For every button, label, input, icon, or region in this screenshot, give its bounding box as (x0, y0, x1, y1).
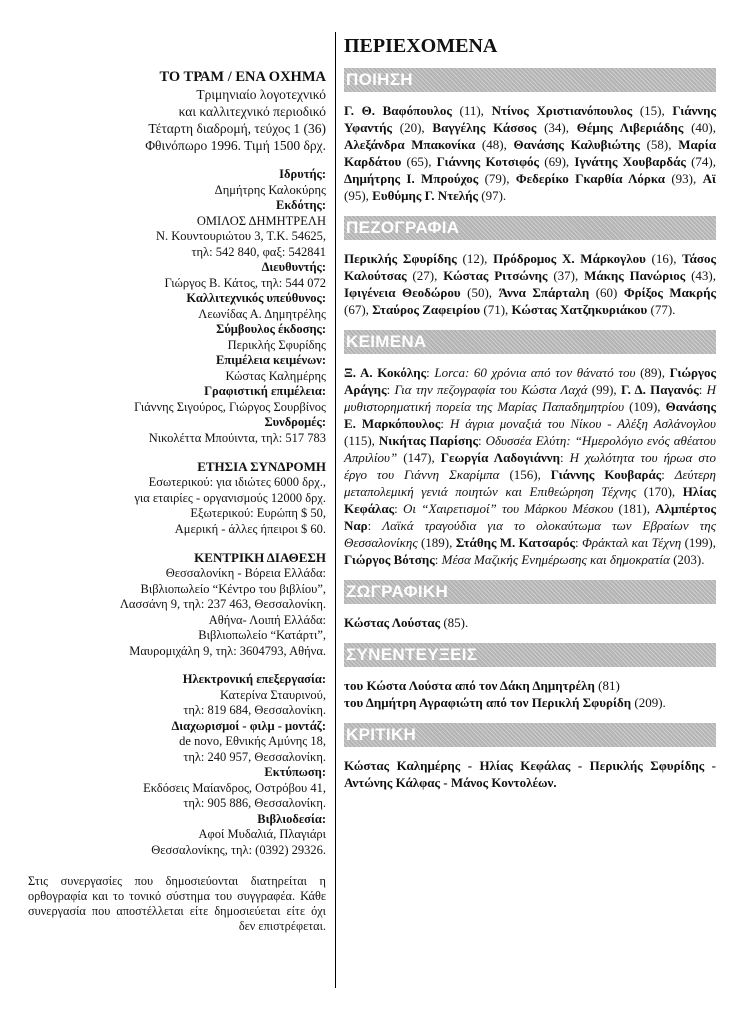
entry-author: Κώστας Χατζηκυριάκου (511, 302, 648, 317)
entry-author: Γεωργία Λαδογιάννη (440, 450, 560, 465)
entry-author: Γ. Δ. Παγανός (620, 382, 699, 397)
masthead-column (28, 68, 326, 934)
entry-author: Σταύρος Ζαφειρίου (372, 302, 481, 317)
entry-author: Ιφιγένεια Θεοδώρου (344, 285, 461, 300)
entry-pages: (27), (406, 268, 444, 283)
credit-role: Εκδότης: (276, 198, 326, 212)
credit-line: Γιώργος Β. Κάτος, τηλ: 544 072 (164, 275, 326, 290)
section-band-essays: ΚΕΙΜΕΝΑ (344, 330, 716, 354)
toc-entry (493, 251, 682, 266)
entry-author: Φεδερίκο Γκαρθία Λόρκα (515, 171, 665, 186)
entry-work: Lorca: 60 χρόνια από τον θάνατό του (434, 365, 636, 380)
entry-author: Θανάσης Καλυβιώτης (513, 137, 640, 152)
entry-pages: (71), (480, 302, 512, 317)
entry-author: Νικήτας Παρίσης (378, 433, 478, 448)
entry-author: Κώστας Λούστας (344, 615, 441, 630)
subscription-block (28, 459, 326, 537)
entry-work: Για την πεζογραφία του Κώστα Λαχά (394, 382, 588, 397)
contents-column (344, 34, 716, 803)
entry-pages: (16), (645, 251, 683, 266)
entry-work: Δεύτερη μεταπολεμική γενιά ποιητών και Επιθεώρηση Τέχνης (344, 467, 716, 499)
entry-pages: (60) (589, 285, 624, 300)
entry-work: Οδυσσέα Ελύτη: “Ημερολόγιο ενός αθέατου Απριλίου” (344, 433, 716, 465)
credit-line: Περικλής Σφυρίδης (227, 337, 326, 352)
entry-author: Δημήτρης Ι. Μπρούχος (344, 171, 479, 186)
entry-pages: (77). (647, 302, 676, 317)
credit-role: Διευθυντής: (261, 260, 326, 274)
entry-pages: (79), (478, 171, 516, 186)
toc-entry (577, 120, 716, 135)
painting-entries (344, 614, 716, 631)
section-band-painting: ΖΩΓΡΑΦΙΚΗ (344, 580, 716, 604)
toc-entry (456, 535, 716, 550)
entry-author: Αλμπέρτος Ναρ (344, 501, 716, 533)
entry-pages: (69), (539, 154, 575, 169)
interviews-entries (344, 677, 716, 711)
distribution-line: Λασσάνη 9, τηλ: 237 463, Θεσσαλονίκη. (119, 597, 326, 611)
credits-list (28, 167, 326, 446)
entry-sep: : (477, 433, 486, 448)
distribution-line: Βιβλιοπωλείο “Κέντρο του βιβλίου”, (140, 581, 326, 596)
entry-pages: (170), (636, 484, 683, 499)
production-block (28, 672, 326, 858)
subscription-line: Εξωτερικού: Ευρώπη $ 50, (190, 506, 326, 520)
subscription-line: Αμερική - άλλες ήπειροι $ 60. (174, 521, 326, 536)
distribution-line: Βιβλιοπωλείο “Κατάρτι”, (198, 628, 326, 642)
entry-pages: (109), (624, 399, 666, 414)
subscription-line: Εσωτερικού: για ιδιώτες 6000 δρχ., (148, 475, 326, 489)
entry-author: Ξ. Α. Κοκόλης (344, 365, 427, 380)
entry-sep: : (661, 467, 675, 482)
entry-author: Κώστας Ριτσώνης (443, 268, 548, 283)
entry-author: Ιγνάτης Χουβαρδάς (574, 154, 686, 169)
entry-pages: (20), (392, 120, 433, 135)
section-band-poetry: ΠΟΙΗΣΗ (344, 68, 716, 92)
subscription-heading: ΕΤΗΣΙΑ ΣΥΝΔΡΟΜΗ (197, 459, 326, 474)
entry-author: Γιάννης Κουβαράς (550, 467, 662, 482)
credit-role: Συνδρομές: (264, 415, 326, 429)
entry-author: Θανάσης Ε. Μαρκόπουλος (344, 399, 716, 431)
entry-author: Τάσος Καλούτσας (344, 251, 716, 283)
credit-line: τηλ: 542 840, φαξ: 542841 (191, 244, 326, 259)
entry-work: Η μυθιστορηματική πορεία της Μαρίας Παπαδημητρίου (344, 382, 716, 414)
interview-text: του Δημήτρη Αγραφιώτη από τον Περικλή Σφυρίδη (344, 695, 632, 710)
contents-title: ΠΕΡΙΕΧΟΜΕΝΑ (344, 35, 498, 57)
criticism-entries (344, 757, 716, 791)
distribution-block (28, 550, 326, 659)
entry-pages: (99), (587, 382, 621, 397)
entry-pages: (74), (685, 154, 716, 169)
toc-entry (344, 171, 516, 186)
entry-pages: (97). (478, 188, 507, 203)
credit-line: Γιάννης Σιγούρος, Γιώργος Σουρβίνος (134, 399, 326, 414)
section-band-criticism: ΚΡΙΤΙΚΗ (344, 723, 716, 747)
production-line: τηλ: 240 957, Θεσσαλονίκη. (183, 749, 326, 764)
entry-author: Μαρία Καρδάτου (344, 137, 716, 169)
toc-entry (372, 188, 506, 203)
masthead-line: και καλλιτεχνικό περιοδικό (178, 104, 326, 119)
entry-pages: (156), (499, 467, 551, 482)
editorial-note: Στις συνεργασίες που δημοσιεύονται διατηρείται η ορθογραφία και το τονικό σύστημα του συγγραφέα. Κάθε συνεργασία που αποστέλλεται είτε δημοσιεύεται είτε όχι δεν επιστρέφεται. (28, 874, 326, 933)
interview-line (344, 694, 716, 711)
entry-sep: : (440, 416, 450, 431)
toc-entry (492, 103, 673, 118)
toc-entry (344, 552, 705, 567)
entry-pages: (89), (635, 365, 670, 380)
entry-author: Αλεξάνδρα Μπακονίκα (344, 137, 476, 152)
masthead-line: Τέταρτη διαδρομή, τεύχος 1 (36) (148, 121, 326, 136)
entry-pages: (37), (547, 268, 585, 283)
toc-entry (432, 120, 576, 135)
credit-line: Κώστας Καλημέρης (225, 368, 326, 383)
entry-author: Γιώργος Βότσης (344, 552, 435, 567)
production-line: τηλ: 905 886, Θεσσαλονίκη. (183, 796, 326, 810)
entry-author: Γιάννης Κοτσιφός (436, 154, 540, 169)
entry-author: Πρόδρομος Χ. Μάρκογλου (493, 251, 646, 266)
toc-entry (437, 154, 575, 169)
entry-pages: (43), (685, 268, 716, 283)
production-role: Ηλεκτρονική επεξεργασία: (182, 672, 326, 686)
production-line: Εκδόσεις Μαίανδρος, Οστρόβου 41, (143, 780, 326, 795)
toc-entry (512, 302, 676, 317)
entry-pages: (203). (669, 552, 705, 567)
entry-pages: (34), (536, 120, 577, 135)
production-line: Θεσσαλονίκης, τηλ: (0392) 29326. (151, 842, 326, 857)
toc-entry (516, 171, 703, 186)
entry-pages: (95), (344, 188, 373, 203)
credit-line: ΟΜΙΛΟΣ ΔΗΜΗΤΡΕΛΗ (196, 213, 326, 228)
entry-pages: (147), (397, 450, 441, 465)
entry-work: Λαϊκά τραγούδια για το ολοκαύτωμα των Εβραίων της Θεσσαλονίκης (344, 518, 716, 550)
entry-pages: (40), (683, 120, 716, 135)
entry-pages: (81) (594, 678, 620, 693)
entry-pages: (209). (631, 695, 666, 710)
entry-work: Οι “Χαιρετισμοί” του Μάρκου Μέσκου (403, 501, 614, 516)
toc-entry (344, 137, 514, 152)
toc-entry (443, 268, 584, 283)
entry-author: Μάκης Πανώριος (584, 268, 686, 283)
interview-text: του Κώστα Λούστα από τον Δάκη Δημητρέλη (344, 678, 595, 693)
entry-sep: : (575, 535, 582, 550)
essays-entries (344, 364, 716, 568)
entry-pages: (11), (451, 103, 492, 118)
entry-author: Στάθης Μ. Κατσαρός (455, 535, 576, 550)
distribution-line: Μαυρομιχάλη 9, τηλ: 3604793, Αθήνα. (129, 643, 326, 658)
production-line: Αφοί Μυδαλιά, Πλαγιάρι (198, 827, 326, 841)
entry-sep: : (698, 382, 707, 397)
production-line: τηλ: 819 684, Θεσσαλονίκη. (183, 703, 326, 717)
entry-author: Ευθύμης Γ. Ντελής (372, 188, 478, 203)
toc-entry (584, 268, 716, 283)
entry-work: Μέσα Μαζικής Ενημέρωσης και δημοκρατία (441, 552, 670, 567)
toc-entry (499, 285, 624, 300)
credit-line: Δημήτρης Καλοκύρης (214, 182, 326, 197)
credit-line: Νικολέττα Μπούιντα, τηλ: 517 783 (148, 430, 326, 445)
production-line: de novo, Εθνικής Αμύνης 18, (179, 734, 326, 748)
entry-pages: (199), (681, 535, 716, 550)
entry-pages: (189), (417, 535, 456, 550)
toc-entry (344, 365, 670, 380)
entry-work: Φράκταλ και Τέχνη (581, 535, 682, 550)
entry-pages: (181), (613, 501, 656, 516)
entry-pages: (93), (665, 171, 703, 186)
entry-sep: : (394, 501, 404, 516)
credit-role: Σύμβουλος έκδοσης: (216, 322, 326, 336)
toc-entry (574, 154, 716, 169)
entry-sep: : (434, 552, 442, 567)
entry-author: Φρίξος Μακρής (623, 285, 716, 300)
distribution-line: Αθήνα- Λοιπή Ελλάδα: (208, 612, 326, 627)
toc-entry (344, 251, 493, 266)
entry-pages: (67), (344, 302, 373, 317)
entry-author: Γιάννης Υφαντής (344, 103, 716, 135)
credit-role: Επιμέλεια κειμένων: (216, 353, 326, 367)
credit-role: Ιδρυτής: (279, 167, 326, 181)
credit-role: Καλλιτεχνικός υπεύθυνος: (186, 291, 326, 305)
entry-author: Ηλίας Κεφάλας (344, 484, 716, 516)
prose-entries (344, 250, 716, 318)
subscription-line: για εταιρίες - οργανισμούς 12000 δρχ. (134, 490, 326, 505)
masthead-line: Τριμηνιαίο λογοτεχνικό (196, 87, 326, 102)
entry-sep: : (367, 518, 383, 533)
entry-author: Θέμης Λιβεριάδης (576, 120, 684, 135)
toc-entry (372, 302, 511, 317)
entry-sep: : (559, 450, 570, 465)
entry-author: Περικλής Σφυρίδης (344, 251, 457, 266)
interview-line (344, 677, 716, 694)
credit-role: Γραφιστική επιμέλεια: (204, 384, 326, 398)
entry-work: Η άγρια μοναξιά του Νίκου - Αλέξη Ασλάνογλου (449, 416, 716, 431)
entry-sep: : (386, 382, 395, 397)
entry-author: Άννα Σπάρταλη (498, 285, 590, 300)
entry-pages: (15), (632, 103, 673, 118)
toc-entry (344, 103, 492, 118)
production-role: Διαχωρισμοί - φιλμ - μοντάζ: (171, 718, 326, 733)
masthead-info (28, 86, 326, 154)
entry-pages: (85). (440, 615, 469, 630)
entry-work: Η χωλότητα του ήρωα στο έργο του Γιάννη Σκαρίμπα (344, 450, 716, 482)
production-role: Βιβλιοδεσία: (257, 811, 326, 826)
entry-author: Βαγγέλης Κάσσος (432, 120, 537, 135)
entry-author: Ντίνος Χριστιανόπουλος (491, 103, 633, 118)
toc-entry (344, 285, 499, 300)
masthead-line: Φθινόπωρο 1996. Τιμή 1500 δρχ. (145, 138, 326, 153)
entry-pages: (12), (456, 251, 494, 266)
toc-entry (344, 615, 468, 630)
column-divider (335, 32, 336, 988)
criticism-authors: Κώστας Καλημέρης - Ηλίας Κεφάλας - Περικλής Σφυρίδης - Αντώνης Κάλφας - Μάνος Κοντολέων. (344, 758, 716, 790)
entry-sep: : (426, 365, 435, 380)
toc-entry (514, 137, 679, 152)
entry-pages: (48), (475, 137, 514, 152)
entry-author: Αϊ (702, 171, 716, 186)
production-line: Κατερίνα Σταυρινού, (220, 687, 326, 702)
magazine-title: ΤΟ ΤΡΑΜ / ΕΝΑ ΟΧΗΜΑ (159, 69, 326, 85)
section-band-prose: ΠΕΖΟΓΡΑΦΙΑ (344, 216, 716, 240)
entry-pages: (65), (401, 154, 437, 169)
distribution-line: Θεσσαλονίκη - Βόρεια Ελλάδα: (165, 566, 326, 580)
section-band-interviews: ΣΥΝΕΝΤΕΥΞΕΙΣ (344, 643, 716, 667)
entry-pages: (58), (639, 137, 679, 152)
entry-author: Γιώργος Αράγης (344, 365, 716, 397)
credit-line: Λεωνίδας Α. Δημητρέλης (198, 306, 326, 321)
entry-pages: (115), (344, 433, 379, 448)
distribution-heading: ΚΕΝΤΡΙΚΗ ΔΙΑΘΕΣΗ (194, 550, 326, 565)
entry-pages: (50), (460, 285, 499, 300)
credit-line: Ν. Κουντουριώτου 3, Τ.Κ. 54625, (155, 229, 326, 243)
poetry-entries (344, 102, 716, 204)
entry-author: Γ. Θ. Βαφόπουλος (344, 103, 452, 118)
production-role: Εκτύπωση: (264, 765, 326, 779)
